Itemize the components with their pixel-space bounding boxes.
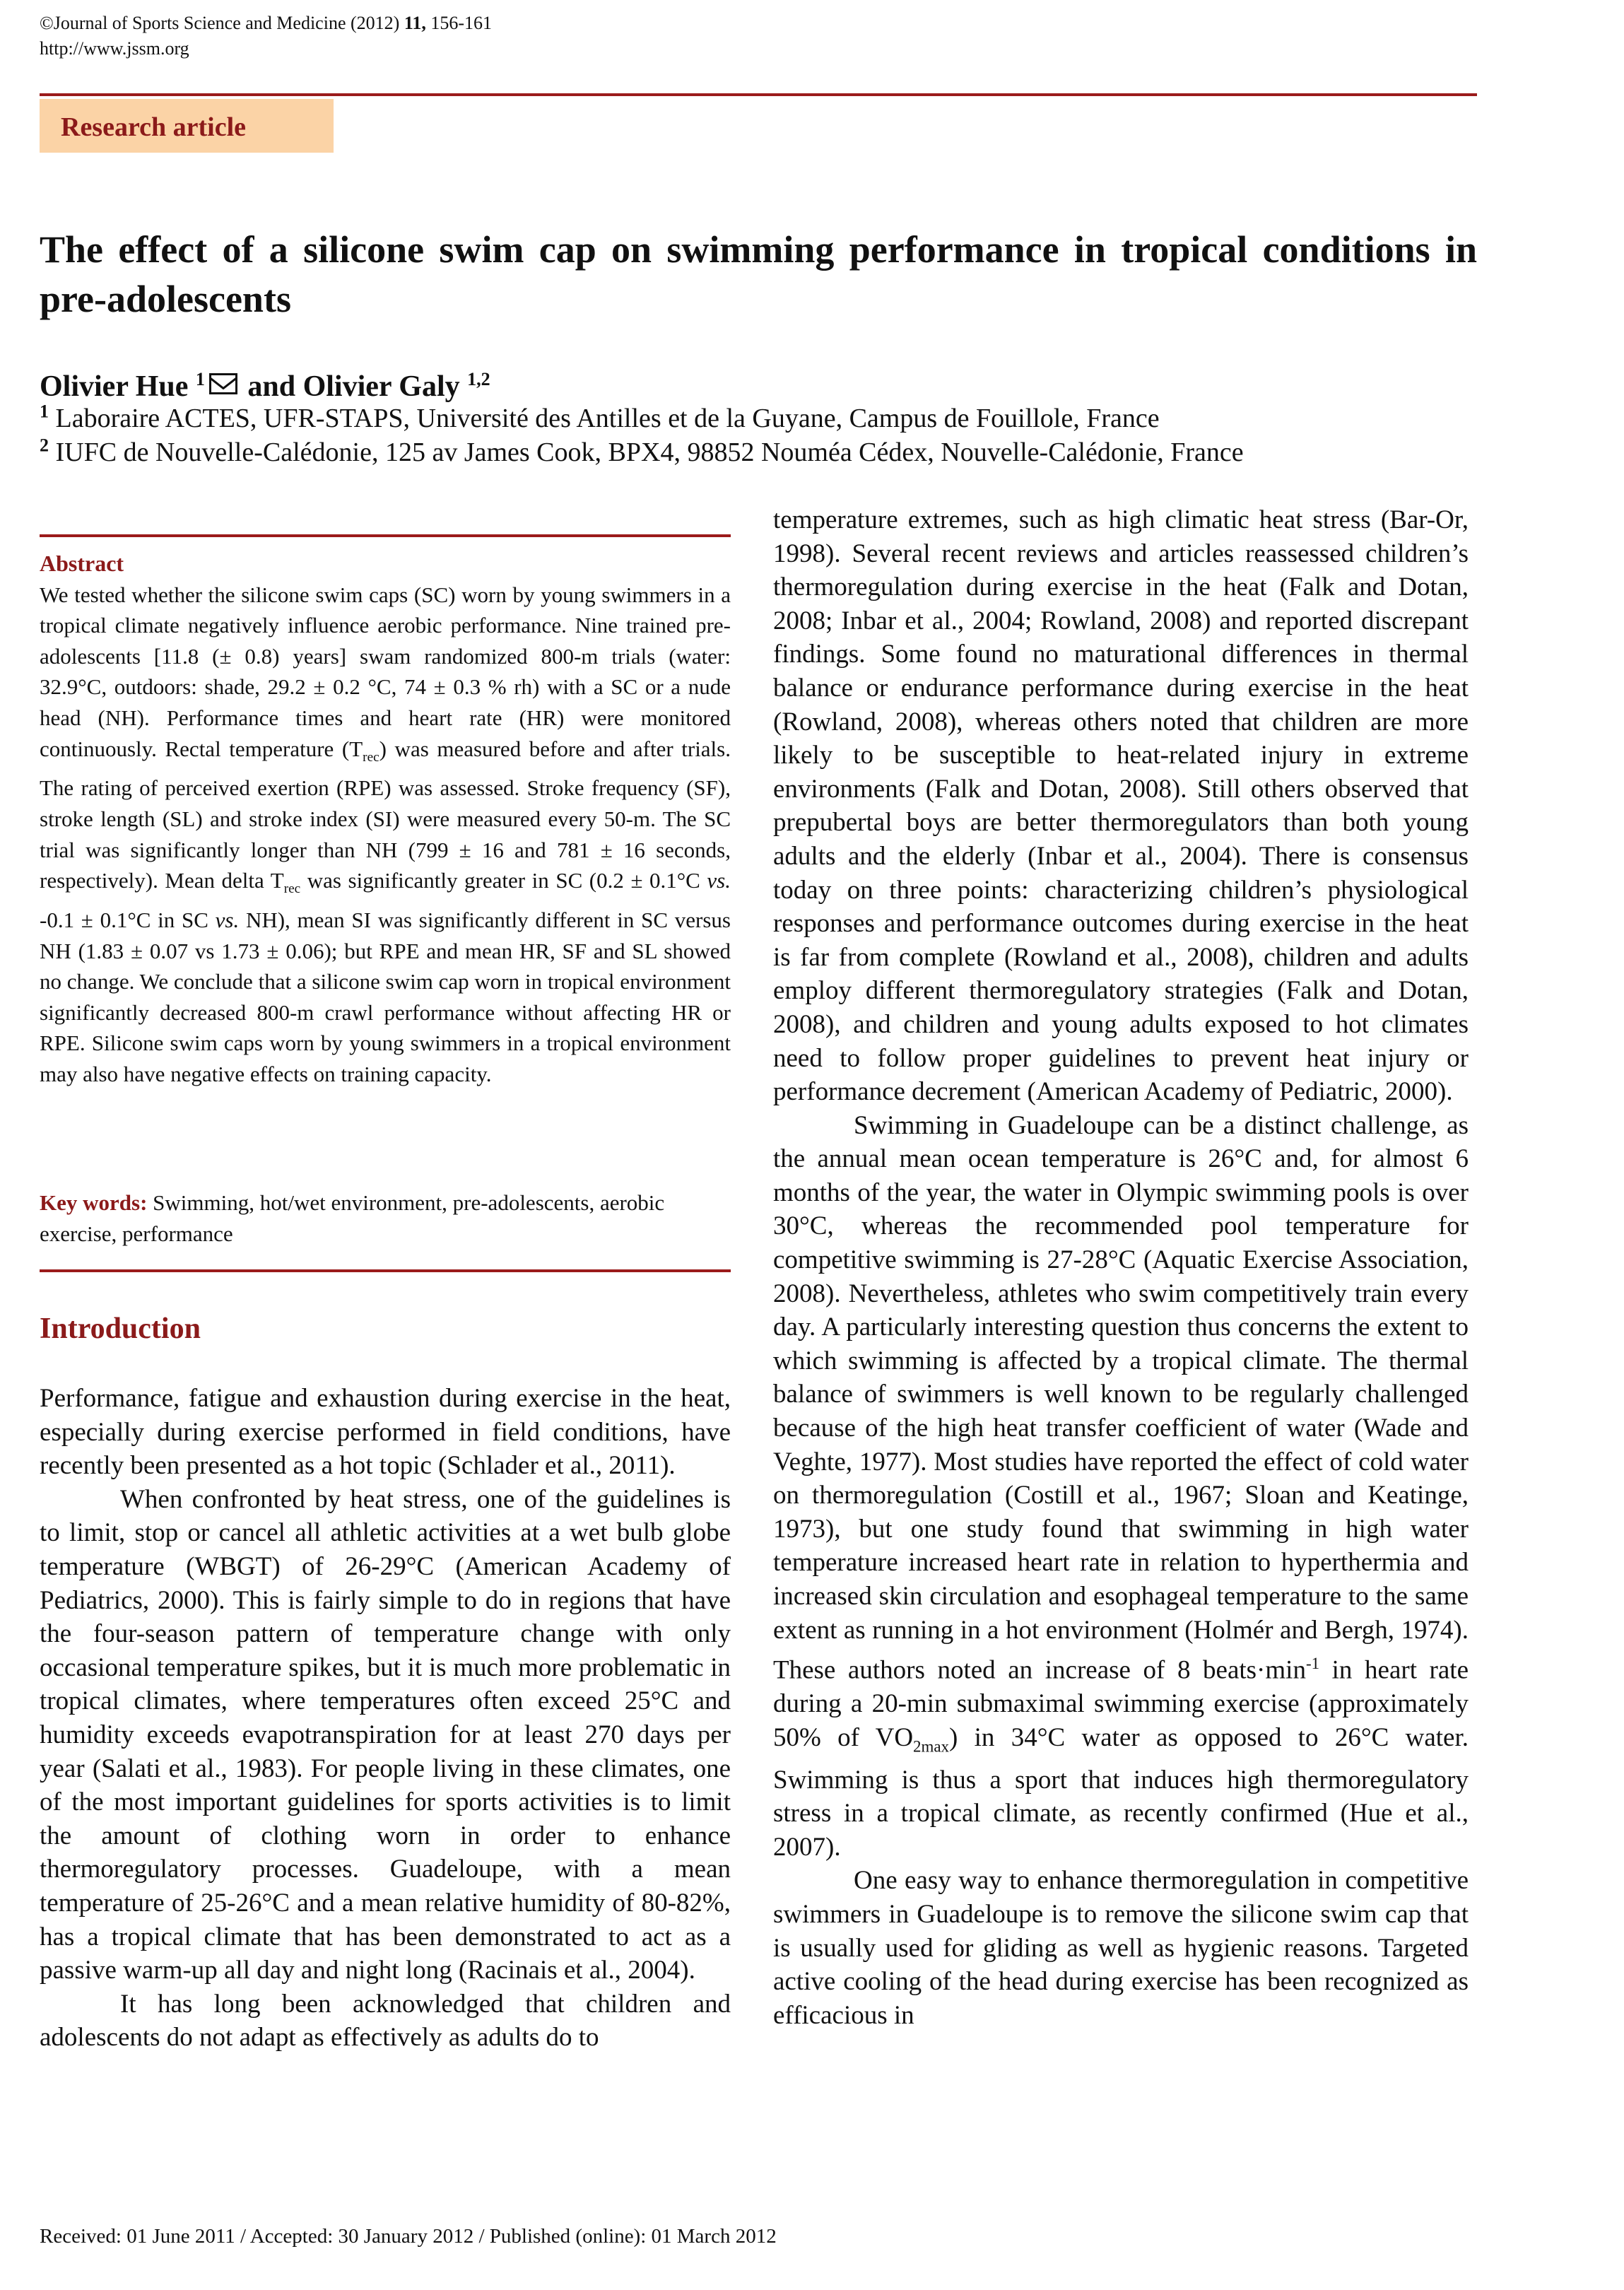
keywords-text: Swimming, hot/wet environment, pre-adolescents, aerobic exercise, performance — [40, 1190, 665, 1246]
keywords — [40, 1187, 731, 1249]
right-paragraph-1: temperature extremes, such as high climatic heat stress (Bar-Or, 1998). Several recent reviews and articles reassessed children’s thermoregulation during exercise in the heat (Falk and Dotan, 2008; Inbar et al., 2004; Rowland, 2008) and reported discrepant findings. Some found no maturational differences in thermal balance or endurance performance during exercise in the heat (Rowland, 2008), whereas others noted that children are more likely to be susceptible to heat-related injury in extreme environments (Falk and Dotan, 2008). Still others observed that prepubertal boys are better thermoregulators than both young adults and the elderly (Inbar et al., 2004). There is consensus today on three points: characterizing children’s physiological responses and performance outcomes during exercise in the heat is far from complete (Rowland et al., 2008), children and adults employ different thermoregulatory strategies (Falk and Dotan, 2008), and children and young adults exposed to hot climates need to follow proper guidelines to prevent heat injury or performance decrement (American Academy of Pediatric, 2000). — [773, 505, 1469, 1107]
publication-dates: Received: 01 June 2011 / Accepted: 30 January 2012 / Published (online): 01 March 2012 — [40, 2225, 777, 2248]
intro-paragraph-3: It has long been acknowledged that children and adolescents do not adapt as effectively as adults do to — [40, 1989, 731, 2053]
author-2: and Olivier Galy — [247, 370, 460, 403]
left-column-body — [40, 1382, 731, 2055]
abstract-vs-2: vs. — [215, 907, 240, 932]
journal-name: ©Journal of Sports Science and Medicine (2012) — [40, 13, 400, 33]
subscript-2max: 2max — [913, 1737, 950, 1756]
journal-pages: 156-161 — [430, 13, 493, 33]
abstract-text-3: was significantly greater in SC (0.2 ± 0.1°C — [300, 868, 707, 893]
abstract-bottom-rule — [40, 1269, 731, 1272]
intro-paragraph-2: When confronted by heat stress, one of the guidelines is to limit, stop or cancel all athletic activities at a wet bulb globe temperature (WBGT) of 26-29°C (American Academy of Pediatrics, 2000). This is fairly simple to do in regions that have the four-season pattern of temperature change with only occasional temperature spikes, but it is much more problematic in tropical climates, where temperatures often exceed 25°C and humidity exceeds evapotranspiration for at least 270 days per year (Salati et al., 1983). For people living in these climates, one of the most important guidelines for sports activities is to limit the amount of clothing worn in order to enhance thermoregulatory processes. Guadeloupe, with a mean temperature of 25-26°C and a mean relative humidity of 80-82%, has a tropical climate that has been demonstrated to act as a passive warm-up all day and night long (Racinais et al., 2004). — [40, 1484, 731, 1985]
envelope-icon[interactable] — [209, 373, 237, 394]
affiliation-1-text: Laboraire ACTES, UFR-STAPS, Université des Antilles et de la Guyane, Campus de Fouillole, France — [55, 404, 1160, 433]
abstract-text-4: -0.1 ± 0.1°C in SC — [40, 907, 216, 932]
abstract-subscript-rec: rec — [363, 749, 379, 765]
abstract-text-5: NH), mean SI was significantly different in SC versus NH (1.83 ± 0.07 vs 1.73 ± 0.06); but RPE and mean HR, SF and SL showed no change. We conclude that a silicone swim cap worn in tropical environment significantly decreased 800-m crawl performance without affecting HR or RPE. Silicone swim caps worn by young swimmers in a tropical environment may also have negative effects on training capacity. — [40, 907, 731, 1086]
journal-citation — [40, 11, 492, 35]
header-rule — [40, 93, 1477, 96]
intro-paragraph-1: Performance, fatigue and exhaustion during exercise in the heat, especially during exercise performed in field conditions, have recently been presented as a hot topic (Schlader et al., 2011). — [40, 1384, 731, 1481]
right-column-body — [773, 503, 1469, 2032]
affiliation-2 — [40, 435, 1244, 469]
journal-url[interactable]: http://www.jssm.org — [40, 38, 189, 59]
abstract-text-2: ) was measured before and after trials. The rating of perceived exertion (RPE) was assessed. Stroke frequency (SF), stroke length (SL) and stroke index (SI) were measured every 50-m. The SC trial was significantly longer than NH (799 ± 16 and 781 ± 16 seconds, respectively). Mean delta T — [40, 736, 731, 893]
superscript-minus-one: -1 — [1305, 1655, 1320, 1673]
abstract-top-rule — [40, 534, 731, 537]
right-paragraph-3: One easy way to enhance thermoregulation in competitive swimmers in Guadeloupe is to remove the silicone swim cap that is usually used for gliding as well as hygienic reasons. Targeted active cooling of the head during exercise has been recognized as efficacious in — [773, 1866, 1469, 2030]
right-paragraph-2c: ) in 34°C water as opposed to 26°C water. Swimming is thus a sport that induces high thermoregulatory stress in a tropical climate, as recently confirmed (Hue et al., 2007). — [773, 1722, 1469, 1862]
abstract-heading: Abstract — [40, 551, 124, 576]
affiliation-1 — [40, 401, 1160, 435]
right-paragraph-2a: Swimming in Guadeloupe can be a distinct challenge, as the annual mean ocean temperature is 26°C and, for almost 6 months of the year, the water in Olympic swimming pools is over 30°C, whereas the recommended pool temperature for competitive swimming is 27-28°C (Aquatic Exercise Association, 2008). Nevertheless, athletes who swim competitively train every day. A particularly interesting question thus concerns the extent to which swimming is affected by a tropical climate. The thermal balance of swimmers is well known to be regularly challenged because of the high heat transfer coefficient of water (Wade and Veghte, 1977). Most studies have reported the effect of cold water on thermoregulation (Costill et al., 1967; Sloan and Keatinge, 1973), but one study found that swimming in high water temperature increased heart rate in relation to hyperthermia and increased skin circulation and esophageal temperature to the same extent as running in a hot environment (Holmér and Bergh, 1974). These authors noted an increase of 8 beats·min — [773, 1110, 1469, 1685]
introduction-heading: Introduction — [40, 1313, 201, 1345]
article-title: The effect of a silicone swim cap on swimming performance in tropical conditions in pre-adolescents — [40, 228, 1477, 320]
author-1-affiliation: 1 — [195, 369, 205, 389]
affiliation-2-number: 2 — [40, 435, 49, 456]
keywords-label: Key words: — [40, 1190, 148, 1215]
journal-volume: 11, — [404, 13, 426, 33]
author-2-affiliation: 1,2 — [467, 369, 490, 389]
article-type-badge — [40, 99, 334, 153]
affiliation-1-number: 1 — [40, 401, 49, 422]
affiliation-2-text: IUFC de Nouvelle-Calédonie, 125 av James Cook, BPX4, 98852 Nouméa Cédex, Nouvelle-Calédonie, France — [55, 438, 1244, 467]
right-paragraph-2 — [773, 1109, 1469, 1865]
abstract-vs-1: vs. — [707, 868, 731, 893]
author-list — [40, 360, 490, 406]
abstract-subscript-rec-2: rec — [283, 881, 301, 897]
article-type-label: Research article — [61, 112, 247, 142]
author-1: Olivier Hue — [40, 370, 189, 403]
abstract — [40, 548, 731, 1089]
right-paragraph-2b: in heart rate during a 20-min submaximal swimming exercise (approximately 50% of VO — [773, 1655, 1469, 1752]
abstract-text-1: We tested whether the silicone swim caps (SC) worn by young swimmers in a tropical climate negatively influence aerobic performance. Nine trained pre-adolescents [11.8 (± 0.8) years] swam randomized 800-m trials (water: 32.9°C, outdoors: shade, 29.2 ± 0.2 °C, 74 ± 0.3 % rh) with a SC or a nude head (NH). Performance times and heart rate (HR) were monitored continuously. Rectal temperature (T — [40, 582, 731, 761]
